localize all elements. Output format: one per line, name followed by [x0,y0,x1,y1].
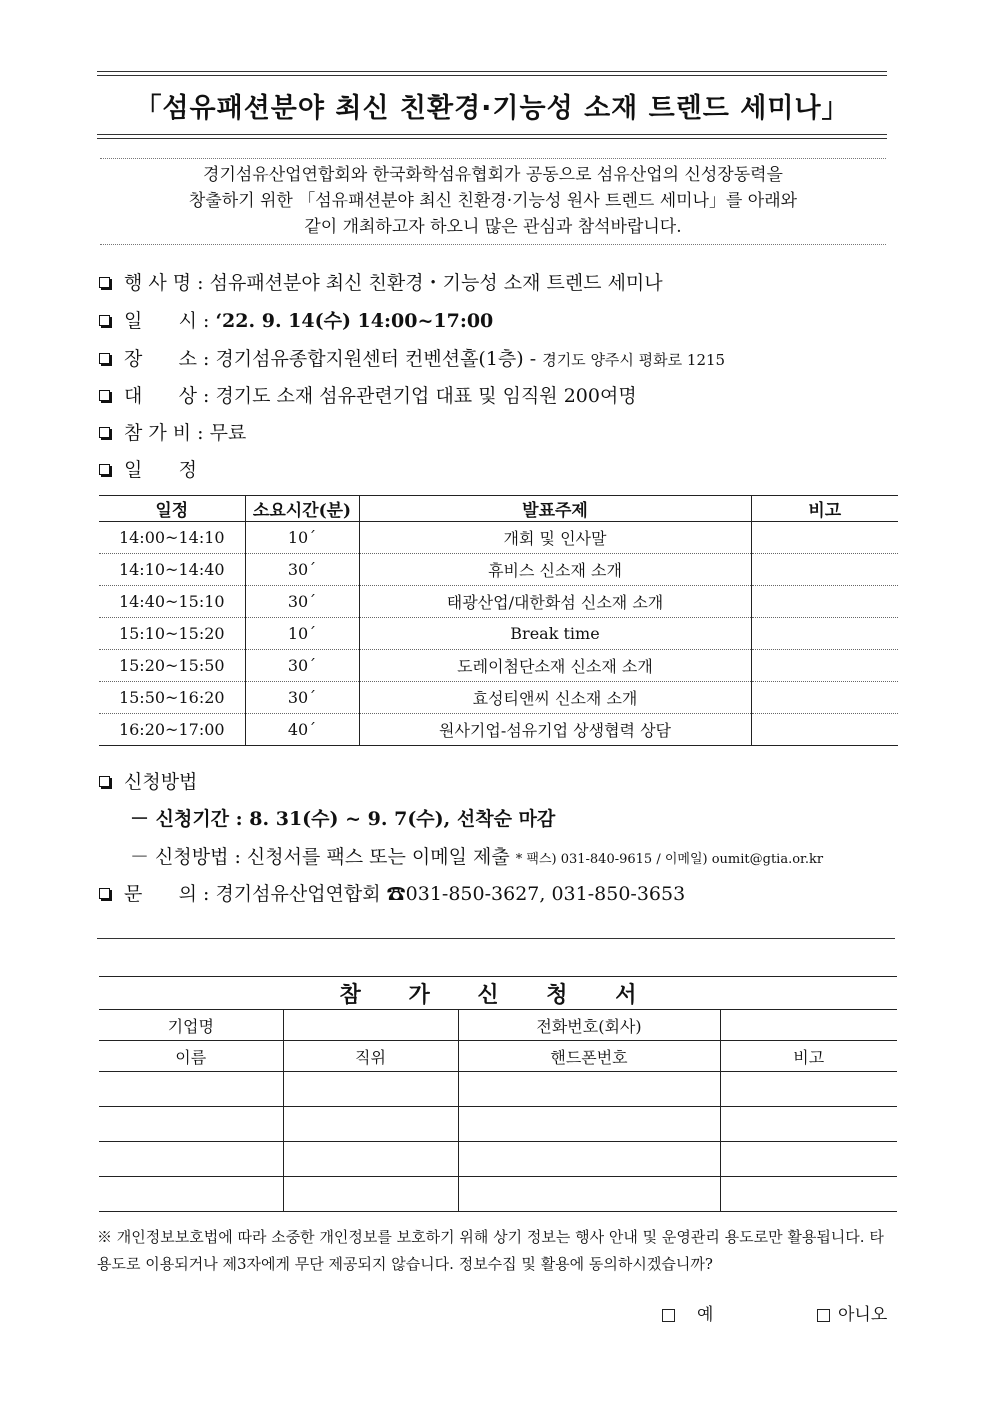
section-divider [97,938,895,939]
name-field[interactable] [99,1177,283,1212]
table-cell: 15:10~15:20 [99,618,245,650]
contact-label: 문 의 : [124,883,210,905]
contact [99,879,685,906]
bullet-box-icon [99,353,110,364]
remarks-field[interactable] [720,1177,897,1212]
intro-line: 경기섬유산업연합회와 한국화학섬유협회가 공동으로 섬유산업의 신성장동력을 [203,165,783,185]
column-header: 소요시간(분) [245,496,359,522]
table-cell: 40´ [245,714,359,746]
consent-yes[interactable] [662,1300,713,1325]
bullet-box-icon [99,277,110,288]
column-header: 핸드폰번호 [458,1041,720,1072]
position-field[interactable] [283,1142,458,1177]
column-header: 일정 [99,496,245,522]
table-cell: 16:20~17:00 [99,714,245,746]
application-method-text: － 신청방법 : 신청서를 팩스 또는 이메일 제출 [130,846,510,868]
remarks-field[interactable] [720,1107,897,1142]
phone-label: 전화번호(회사) [458,1010,720,1041]
detail-value: ‘22. 9. 14(수) 14:00~17:00 [215,310,494,332]
mobile-field[interactable] [458,1142,720,1177]
table-cell: 휴비스 신소재 소개 [359,554,751,586]
application-form [99,976,897,1212]
intro-line: 같이 개최하고자 하오니 많은 관심과 참석바랍니다. [304,217,682,237]
name-field[interactable] [99,1072,283,1107]
table-row [99,714,898,746]
table-cell: Break time [359,618,751,650]
table-cell: 15:20~15:50 [99,650,245,682]
title-top-rule [97,71,887,72]
detail-value: 무료 [209,422,247,444]
column-header: 직위 [283,1041,458,1072]
bullet-box-icon [99,315,110,326]
application-label: 신청방법 [124,771,198,793]
mobile-field[interactable] [458,1072,720,1107]
application-period: － 신청기간 : 8. 31(수) ~ 9. 7(수), 선착순 마감 [130,808,556,830]
table-cell: 태광산업/대한화섬 신소재 소개 [359,586,751,618]
table-cell: 개회 및 인사말 [359,522,751,554]
detail-value: 섬유패션분야 최신 친환경・기능성 소재 트렌드 세미나 [209,272,663,294]
application-section [99,767,197,794]
title-top-rule-2 [97,75,887,76]
bullet-box-icon [99,427,110,438]
application-method-note: * 팩스) 031-840-9615 / 이메일) oumit@gtia.or.kr [515,852,824,867]
detail-datetime [99,306,493,333]
phone-field[interactable] [720,1010,897,1041]
table-row [99,522,898,554]
table-cell [751,650,898,682]
detail-venue [99,344,725,371]
schedule-header-row [99,496,898,522]
company-label: 기업명 [99,1010,283,1041]
bullet-box-icon [99,464,110,475]
form-entry-row [99,1107,897,1142]
detail-label: 대 상 : [124,385,210,407]
name-field[interactable] [99,1142,283,1177]
detail-fee [99,418,246,445]
company-field[interactable] [283,1010,458,1041]
consent-yes-label: 예 [697,1305,714,1325]
column-header: 비고 [751,496,898,522]
table-cell: 30´ [245,554,359,586]
privacy-notice: ※ 개인정보보호법에 따라 소중한 개인정보를 보호하기 위해 상기 정보는 행사 안내 및 운영관리 용도로만 활용됩니다. 타 용도로 이용되거나 제3자에게 무단 제공되지 않습니다. 정보수집 및 활용에 동의하시겠습니까? [97,1228,884,1273]
table-cell: 30´ [245,650,359,682]
detail-target [99,381,637,408]
position-field[interactable] [283,1177,458,1212]
column-header: 이름 [99,1041,283,1072]
remarks-field[interactable] [720,1072,897,1107]
form-entry-row [99,1142,897,1177]
table-row [99,586,898,618]
checkbox-icon[interactable] [817,1309,830,1322]
name-field[interactable] [99,1107,283,1142]
table-cell [751,682,898,714]
table-row [99,682,898,714]
table-row [99,554,898,586]
form-title-row [99,977,897,1010]
application-method [130,842,823,869]
intro-top-dots [100,158,886,159]
form-entry-row [99,1177,897,1212]
detail-label: 참 가 비 : [124,422,204,444]
consent-no[interactable] [817,1300,887,1325]
checkbox-icon[interactable] [662,1309,675,1322]
table-cell: 14:40~15:10 [99,586,245,618]
column-header: 비고 [720,1041,897,1072]
schedule-table [99,495,898,746]
position-field[interactable] [283,1107,458,1142]
detail-value: 경기도 소재 섬유관련기업 대표 및 임직원 200여명 [215,385,637,407]
table-cell: 원사기업-섬유기업 상생협력 상담 [359,714,751,746]
table-cell: 14:10~14:40 [99,554,245,586]
intro-bottom-dots [100,244,886,245]
detail-schedule [99,455,197,482]
table-cell [751,586,898,618]
remarks-field[interactable] [720,1142,897,1177]
form-entry-row [99,1072,897,1107]
table-row [99,618,898,650]
mobile-field[interactable] [458,1177,720,1212]
venue-address: 경기도 양주시 평화로 1215 [542,351,726,369]
table-cell: 30´ [245,682,359,714]
table-cell: 15:50~16:20 [99,682,245,714]
table-cell [751,554,898,586]
bullet-box-icon [99,888,110,899]
table-cell [751,522,898,554]
mobile-field[interactable] [458,1107,720,1142]
contact-value: 경기섬유산업연합회 ☎031-850-3627, 031-850-3653 [215,883,686,905]
table-cell [751,714,898,746]
detail-label: 행 사 명 : [124,272,204,294]
title-bottom-rule-2 [97,138,887,139]
column-header: 발표주제 [359,496,751,522]
form-title: 참 가 신 청 서 [99,977,897,1010]
table-cell: 10´ [245,618,359,650]
document-title: 「섬유패션분야 최신 친환경·기능성 소재 트렌드 세미나」 [134,93,850,124]
detail-value: 경기섬유종합지원센터 컨벤션홀(1층) - [215,348,543,370]
form-header-row [99,1041,897,1072]
title-bottom-rule [97,134,887,135]
detail-label: 일 시 : [124,310,210,332]
table-cell [751,618,898,650]
intro-line: 창출하기 위한 「섬유패션분야 최신 친환경·기능성 원사 트렌드 세미나」를 아래와 [188,191,798,211]
intro-paragraph [100,162,886,240]
table-cell: 도레이첨단소재 신소재 소개 [359,650,751,682]
table-row [99,650,898,682]
form-company-row [99,1010,897,1041]
detail-label: 일 정 [124,459,197,481]
bullet-box-icon [99,776,110,787]
table-cell: 10´ [245,522,359,554]
consent-no-label: 아니오 [838,1305,888,1325]
bullet-box-icon [99,390,110,401]
detail-event-name [99,268,663,295]
table-cell: 30´ [245,586,359,618]
detail-label: 장 소 : [124,348,210,370]
table-cell: 효성티앤씨 신소재 소개 [359,682,751,714]
position-field[interactable] [283,1072,458,1107]
table-cell: 14:00~14:10 [99,522,245,554]
